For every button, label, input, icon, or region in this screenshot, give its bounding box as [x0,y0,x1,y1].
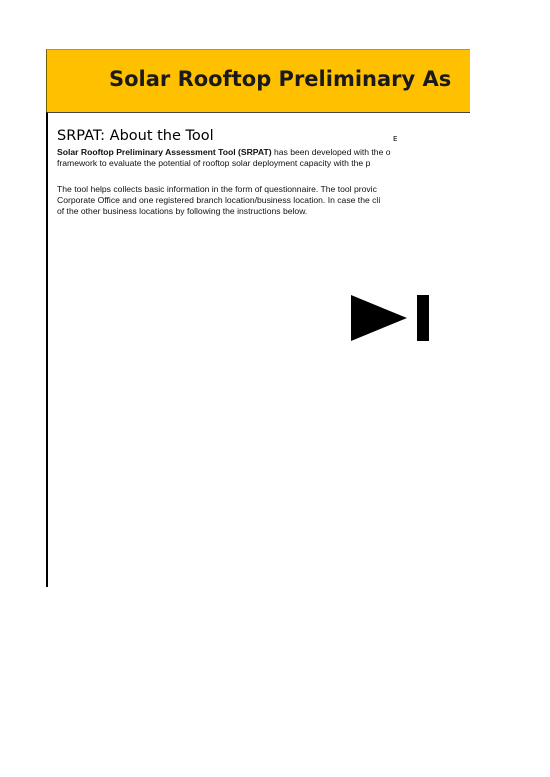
banner-title: Solar Rooftop Preliminary As [109,67,452,91]
spreadsheet-area [46,49,470,587]
cell-marker: E [393,135,398,143]
intro-paragraph [57,147,391,169]
section-heading: SRPAT: About the Tool [57,128,214,144]
details-line-1: The tool helps collects basic information in the form of questionnaire. The tool provic [57,184,377,194]
intro-line-2: framework to evaluate the potential of rooftop solar deployment capacity with the p [57,158,371,168]
tool-name: Solar Rooftop Preliminary Assessment Tool (SRPAT) [57,147,272,157]
details-paragraph [57,184,380,217]
skip-next-icon [351,295,431,341]
details-line-2: Corporate Office and one registered branch location/business location. In case the cli [57,195,381,205]
details-line-3: of the other business locations by following the instructions below. [57,206,308,216]
title-banner [46,49,470,112]
intro-line-1 [57,147,391,158]
skip-next-button[interactable] [351,295,431,341]
intro-line-1-rest: has been developed with the o [271,147,391,157]
about-section [46,112,470,587]
